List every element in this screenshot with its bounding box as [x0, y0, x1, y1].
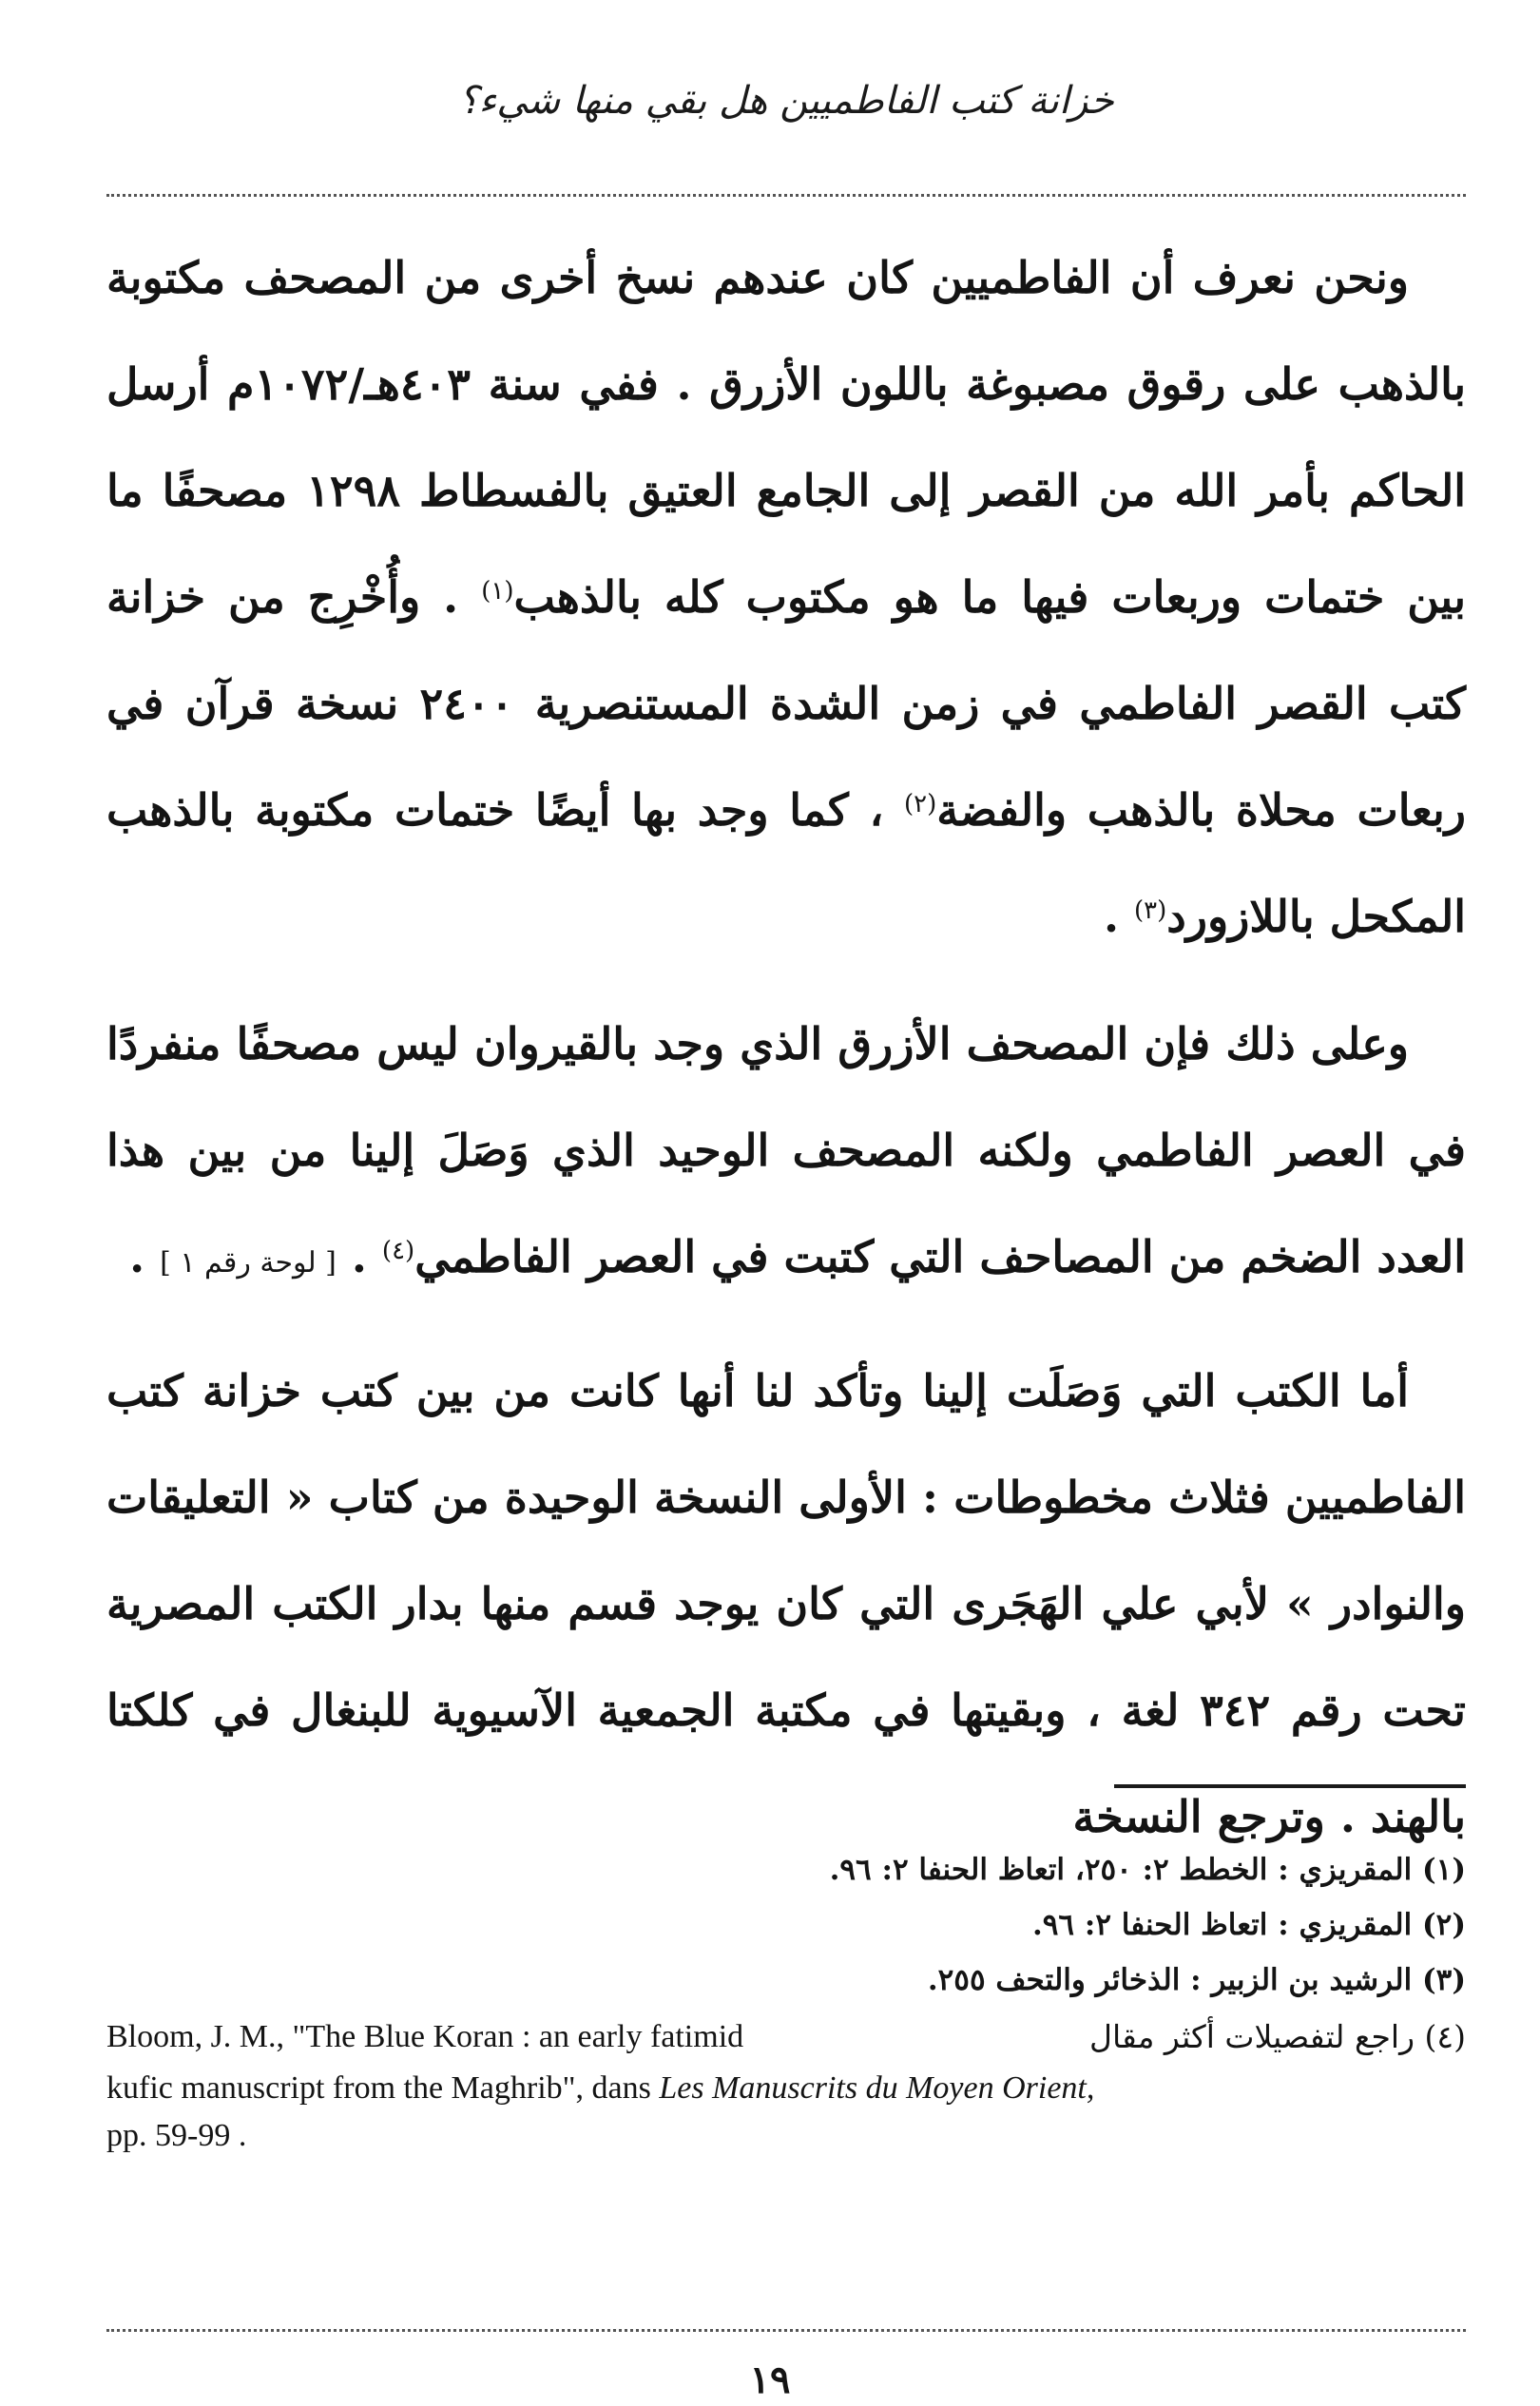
footnote-4-citation	[106, 2065, 1466, 2112]
p2-text-c: .	[129, 1231, 161, 1282]
footnote-4-journal: Les Manuscrits du Moyen Orient,	[659, 2070, 1095, 2106]
footnote-2: (٢) المقريزي : اتعاظ الحنفا ٢: ٩٦.	[1031, 1908, 1466, 1942]
p2-text-a: وعلى ذلك فإن المصحف الأزرق الذي وجد بالقيروان ليس مصحفًا منفردًا في العصر الفاطمي ولكنه المصحف الوحيد الذي وَصَلَ إلينا من بين هذا العدد الضخم من المصاحف التي كتبت في العصر الفاطمي	[106, 1018, 1466, 1282]
page-number: ١٩	[749, 2358, 791, 2402]
paragraph-3	[106, 1338, 1466, 1870]
footnote-separator	[1114, 1784, 1466, 1788]
p1-text-a: ونحن نعرف أن الفاطميين كان عندهم نسخ أخرى من المصحف مكتوبة بالذهب على رقوق مصبوغة باللون الأزرق . ففي سنة ٤٠٣هـ/١٠٧٢م أرسل الحاكم بأمر الله من القصر إلى الجامع العتيق بالفسطاط ١٢٩٨ مصحفًا ما بين ختمات وربعات فيها ما هو مكتوب كله بالذهب	[106, 252, 1466, 623]
footnote-ref-2: (٢)	[903, 790, 937, 818]
running-head: خزانة كتب الفاطميين هل بقي منها شيء؟	[458, 79, 1114, 123]
p1-text-d: .	[1103, 891, 1134, 942]
paragraph-1	[106, 224, 1466, 970]
footnote-ref-3: (٣)	[1133, 896, 1167, 925]
footnote-4-first-line	[106, 2010, 1466, 2065]
footnote-4-citation-start: Bloom, J. M., "The Blue Koran : an early fatimid	[106, 2019, 744, 2054]
footnote-4-citation-cont: kufic manuscript from the Maghrib", dans	[106, 2070, 660, 2106]
footnote-ref-1: (١)	[481, 577, 514, 606]
plate-reference: [ لوحة رقم ١ ]	[160, 1246, 337, 1280]
header-rule	[106, 194, 1466, 197]
footnotes	[106, 1842, 1466, 2160]
footnote-3: (٣) الرشيد بن الزبير : الذخائر والتحف ٢٥٥.	[927, 1963, 1466, 1997]
footnote-4-arabic: (٤) راجع لتفصيلات أكثر مقال	[1089, 2018, 1466, 2055]
footnote-4-pages: pp. 59-99 .	[106, 2118, 247, 2153]
footer-rule	[106, 2329, 1466, 2332]
footnote-ref-4: (٤)	[381, 1237, 415, 1265]
body-text	[106, 224, 1466, 1891]
p3-text: أما الكتب التي وَصَلَت إلينا وتأكد لنا أنها كانت من بين كتب خزانة كتب الفاطميين فثلاث مخطوطات : الأولى النسخة الوحيدة من كتاب « التعليقات والنوادر » لأبي علي الهَجَرى التي كان يوجد قسم منها بدار الكتب المصرية تحت رقم ٣٤٢ لغة ، وبقيتها في مكتبة الجمعية الآسيوية للبنغال في كلكتا بالهند . وترجع النسخة	[106, 1365, 1466, 1842]
p2-text-b: .	[336, 1231, 382, 1282]
footnote-4	[106, 2010, 1466, 2160]
p1-text-b: . وأُخْرِج من خزانة كتب القصر الفاطمي في زمن الشدة المستنصرية ٢٤٠٠ نسخة قرآن في ربعات محلاة بالذهب والفضة	[106, 571, 1467, 836]
paragraph-2	[106, 991, 1466, 1317]
p1-text-c: ، كما وجد بها أيضًا ختمات مكتوبة بالذهب المكحل باللازورد	[106, 784, 1466, 942]
footnote-1: (١) المقريزي : الخطط ٢: ٢٥٠، اتعاظ الحنفا ٢: ٩٦.	[829, 1853, 1466, 1887]
